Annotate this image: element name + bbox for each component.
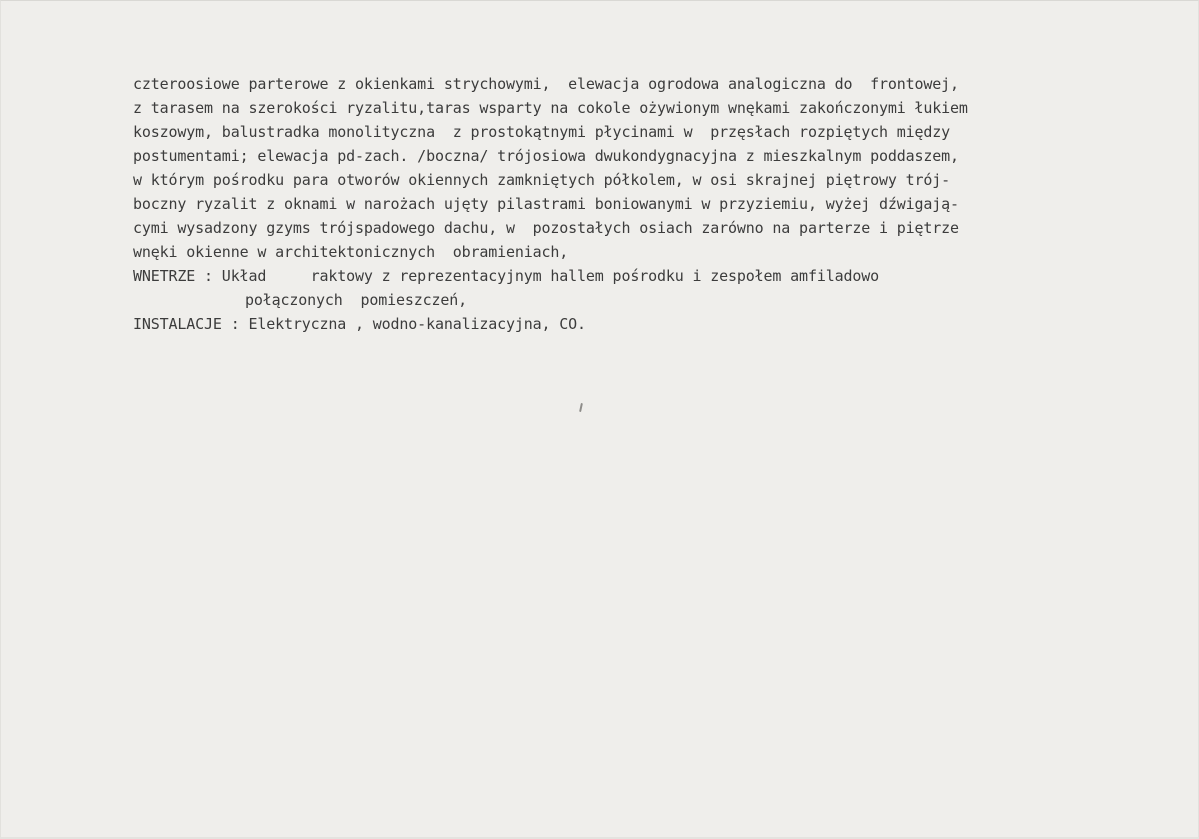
installations-line: INSTALACJE : Elektryczna , wodno-kanalizacyjna, CO. — [133, 315, 586, 333]
paper-speck — [579, 403, 583, 412]
typed-text-block — [133, 72, 1173, 336]
text-line-6: boczny ryzalit z oknami w narożach ujęty pilastrami boniowanymi w przyziemiu, wyżej dźwigają- — [133, 195, 959, 213]
text-line-2: z tarasem na szerokości ryzalitu,taras wsparty na cokole ożywionym wnękami zakończonymi łukiem — [133, 99, 968, 117]
text-line-8: wnęki okienne w architektonicznych obramieniach, — [133, 243, 569, 261]
interior-line: WNETRZE : Układ raktowy z reprezentacyjnym hallem pośrodku i zespołem amfiladowo — [133, 267, 879, 285]
text-line-4: postumentami; elewacja pd-zach. /boczna/ trójosiowa dwukondygnacyjna z mieszkalnym poddaszem, — [133, 147, 959, 165]
text-line-7: cymi wysadzony gzyms trójspadowego dachu, w pozostałych osiach zarówno na parterze i piętrze — [133, 219, 959, 237]
text-line-5: w którym pośrodku para otworów okiennych zamkniętych półkolem, w osi skrajnej piętrowy trój- — [133, 171, 951, 189]
text-line-3: koszowym, balustradka monolityczna z prostokątnymi płycinami w przęsłach rozpiętych między — [133, 123, 951, 141]
text-line-1: czteroosiowe parterowe z okienkami strychowymi, elewacja ogrodowa analogiczna do frontowej, — [133, 75, 959, 93]
interior-line-continued: połączonych pomieszczeń, — [245, 291, 468, 309]
